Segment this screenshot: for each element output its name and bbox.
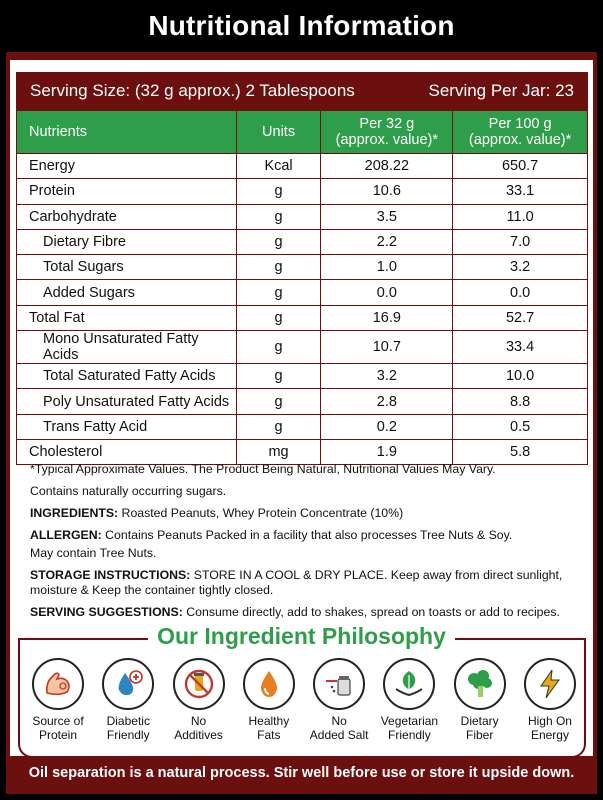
table-row — [17, 389, 588, 414]
note-tree-nuts: May contain Tree Nuts. — [30, 546, 157, 560]
table-row — [17, 364, 588, 389]
muscle-arm-icon — [32, 658, 84, 710]
nutrient-per-32g: 10.7 — [321, 331, 453, 364]
nutrient-unit: g — [236, 255, 321, 280]
storage-text: STORE IN A COOL & DRY PLACE. Keep away from direct sunlight, moisture & Keep the container tightly closed. — [30, 568, 563, 597]
nutrient-name: Energy — [17, 154, 237, 179]
note-sugars: Contains naturally occurring sugars. — [30, 484, 227, 498]
nutrient-unit: g — [236, 280, 321, 305]
philosophy-item-label: No Additives — [174, 714, 223, 742]
philosophy-item-label: No Added Salt — [309, 714, 369, 742]
nutrient-name: Protein — [17, 179, 237, 204]
nutrient-name: Added Sugars — [17, 280, 237, 305]
note-typical: *Typical Approximate Values. The Product Being Natural, Nutritional Values May Vary. — [30, 462, 496, 476]
nutrient-per-100g: 52.7 — [453, 305, 588, 330]
notes-section — [30, 462, 585, 627]
nutrient-per-100g: 7.0 — [453, 229, 588, 254]
nutrient-unit: g — [236, 204, 321, 229]
philosophy-item — [94, 658, 162, 742]
header-bar — [0, 0, 603, 52]
nutrient-name: Cholesterol — [17, 439, 237, 464]
ingredients-label: INGREDIENTS: — [30, 506, 119, 520]
table-row — [17, 439, 588, 464]
table-row — [17, 305, 588, 330]
nutrient-name: Mono Unsaturated Fatty Acids — [17, 331, 237, 364]
philosophy-item-label: Diabetic Friendly — [106, 714, 150, 742]
nutrient-per-32g: 3.2 — [321, 364, 453, 389]
ingredients-text: Roasted Peanuts, Whey Protein Concentrate (10%) — [118, 506, 404, 520]
philosophy-item — [516, 658, 584, 742]
philosophy-item-label: Source of Protein — [32, 714, 84, 742]
nutrient-per-100g: 11.0 — [453, 204, 588, 229]
nutrient-unit: g — [236, 179, 321, 204]
allergen-label: ALLERGEN: — [30, 528, 102, 542]
nutrient-unit: g — [236, 305, 321, 330]
header-per-32g — [321, 111, 453, 154]
note-allergen — [30, 528, 585, 543]
allergen-text: Contains Peanuts Packed in a facility that also processes Tree Nuts & Soy. — [101, 528, 513, 542]
table-row — [17, 179, 588, 204]
philosophy-item — [446, 658, 514, 742]
serving-label: SERVING SUGGESTIONS: — [30, 605, 183, 619]
nutrient-unit: g — [236, 414, 321, 439]
nutrient-name: Poly Unsaturated Fatty Acids — [17, 389, 237, 414]
footer-bar — [6, 756, 597, 790]
header-per-32g-text: Per 32 g (approx. value)* — [335, 116, 439, 148]
table-row — [17, 229, 588, 254]
table-row — [17, 255, 588, 280]
philosophy-item — [305, 658, 373, 742]
header-per-100g-text: Per 100 g (approx. value)* — [468, 116, 572, 148]
nutrient-per-32g: 10.6 — [321, 179, 453, 204]
philosophy-item — [235, 658, 303, 742]
nutrient-name: Total Sugars — [17, 255, 237, 280]
leaf-hands-icon — [383, 658, 435, 710]
salt-shaker-icon — [313, 658, 365, 710]
lightning-bolt-icon — [524, 658, 576, 710]
nutrient-per-32g: 208.22 — [321, 154, 453, 179]
oil-drop-icon — [243, 658, 295, 710]
header-units: Units — [236, 111, 321, 154]
nutrient-per-100g: 10.0 — [453, 364, 588, 389]
broccoli-icon — [454, 658, 506, 710]
nutrient-name: Dietary Fibre — [17, 229, 237, 254]
nutrient-per-100g: 8.8 — [453, 389, 588, 414]
note-storage — [30, 568, 585, 598]
nutrient-unit: Kcal — [236, 154, 321, 179]
glucose-drop-icon — [102, 658, 154, 710]
footer-text: Oil separation is a natural process. Stir well before use or store it upside down. — [28, 765, 575, 781]
nutrient-per-32g: 3.5 — [321, 204, 453, 229]
nutrient-unit: g — [236, 389, 321, 414]
philosophy-item — [165, 658, 233, 742]
nutrient-per-32g: 2.2 — [321, 229, 453, 254]
philosophy-item-label: Vegetarian Friendly — [380, 714, 439, 742]
nutrient-per-32g: 2.8 — [321, 389, 453, 414]
nutrient-per-32g: 0.0 — [321, 280, 453, 305]
philosophy-item — [375, 658, 443, 742]
note-serving — [30, 605, 585, 620]
serving-size: Serving Size: (32 g approx.) 2 Tablespoons — [30, 81, 355, 100]
nutrient-per-100g: 0.5 — [453, 414, 588, 439]
nutrient-per-100g: 33.4 — [453, 331, 588, 364]
philosophy-title: Our Ingredient Philosophy — [157, 623, 446, 649]
nutrient-unit: mg — [236, 439, 321, 464]
philosophy-item-label: Healthy Fats — [248, 714, 290, 742]
serving-bar — [16, 72, 588, 110]
nutrient-per-100g: 650.7 — [453, 154, 588, 179]
nutrient-name: Trans Fatty Acid — [17, 414, 237, 439]
nutrient-per-100g: 3.2 — [453, 255, 588, 280]
page-title: Nutritional Information — [148, 10, 455, 41]
nutrient-per-32g: 0.2 — [321, 414, 453, 439]
serving-per-jar: Serving Per Jar: 23 — [428, 81, 574, 100]
nutrient-per-100g: 0.0 — [453, 280, 588, 305]
nutrient-name: Total Saturated Fatty Acids — [17, 364, 237, 389]
serving-text: Consume directly, add to shakes, spread on toasts or add to recipes. — [182, 605, 560, 619]
no-additives-icon — [173, 658, 225, 710]
note-ingredients — [30, 506, 585, 521]
header-per-100g — [453, 111, 588, 154]
nutrient-per-32g: 1.9 — [321, 439, 453, 464]
philosophy-item-label: High On Energy — [527, 714, 572, 742]
nutrition-table — [16, 110, 588, 465]
table-row — [17, 204, 588, 229]
nutrient-unit: g — [236, 229, 321, 254]
table-row — [17, 280, 588, 305]
philosophy-icons — [24, 658, 584, 742]
table-header-row — [17, 111, 588, 154]
nutrient-per-32g: 16.9 — [321, 305, 453, 330]
storage-label: STORAGE INSTRUCTIONS: — [30, 568, 191, 582]
philosophy-item-label: Dietary Fiber — [460, 714, 499, 742]
header-nutrients: Nutrients — [17, 111, 237, 154]
nutrient-unit: g — [236, 331, 321, 364]
nutrition-table-body — [17, 154, 588, 465]
philosophy-item — [24, 658, 92, 742]
nutrient-per-32g: 1.0 — [321, 255, 453, 280]
nutrient-name: Total Fat — [17, 305, 237, 330]
nutrient-name: Carbohydrate — [17, 204, 237, 229]
nutrient-per-100g: 5.8 — [453, 439, 588, 464]
table-row — [17, 414, 588, 439]
nutrient-per-100g: 33.1 — [453, 179, 588, 204]
table-row — [17, 154, 588, 179]
table-row — [17, 331, 588, 364]
nutrient-unit: g — [236, 364, 321, 389]
